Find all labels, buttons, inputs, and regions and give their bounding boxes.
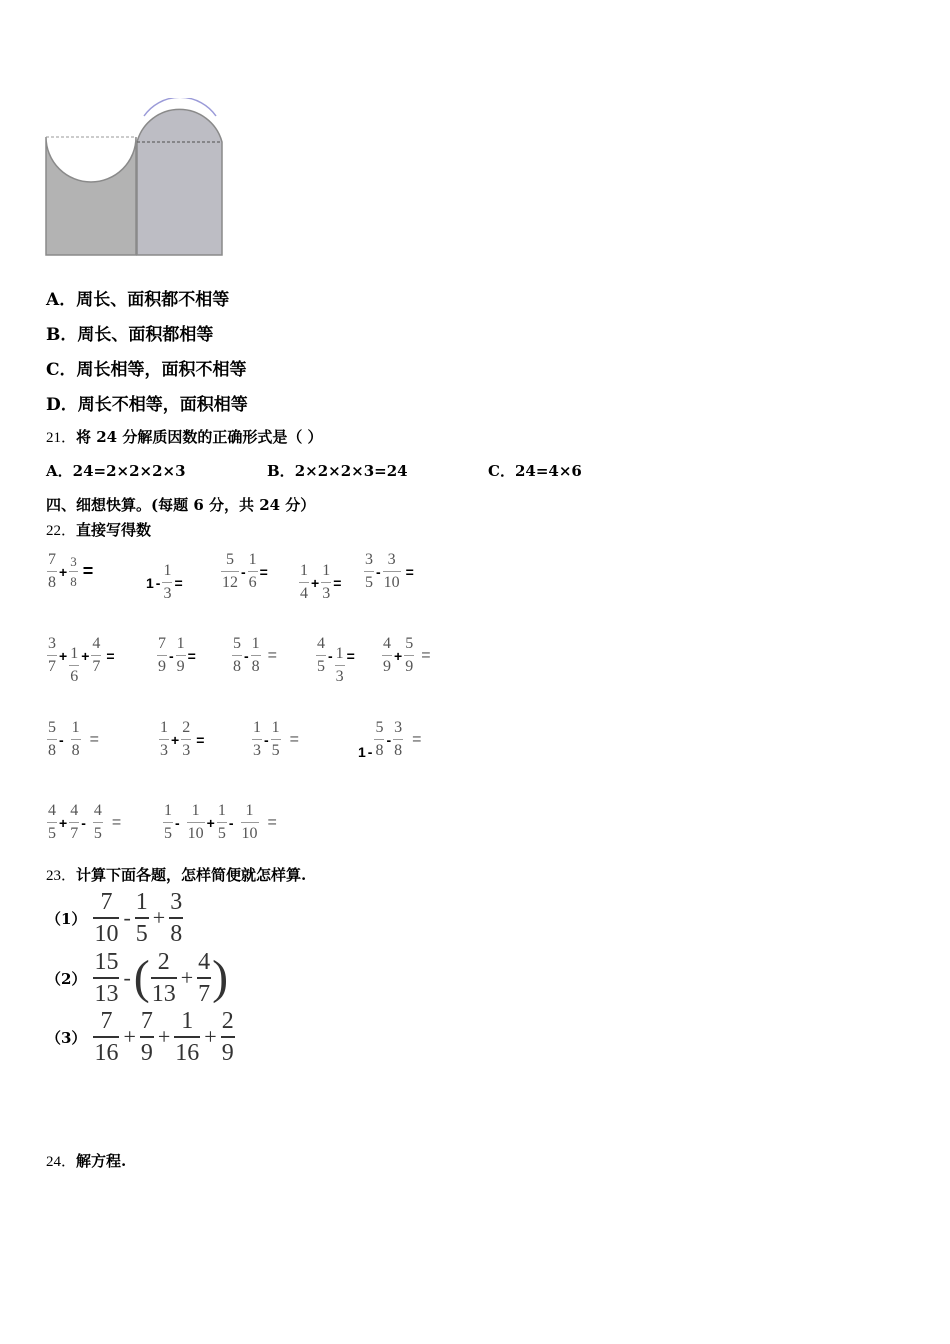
fraction: $\frac{7}{9}$ xyxy=(158,635,166,675)
q22-expr-6: $\frac{3}{7}$ + $\frac{1}{6}$ + $\frac{4}{7}$ = xyxy=(48,635,115,685)
fraction: $\frac{4}{5}$ xyxy=(48,802,56,842)
fraction: $\frac{1}{3}$ xyxy=(335,645,344,685)
q22-expr-2: 1 - $\frac{1}{3}$ = xyxy=(146,562,183,602)
fraction: $\frac{1}{8}$ xyxy=(251,635,260,675)
q22-expr-13: $\frac{1}{3}$ - $\frac{1}{5}$ = xyxy=(253,719,300,759)
q21-option-a: A．24=2×2×2×3 xyxy=(46,462,186,480)
fraction: $\frac{1}{5}$ xyxy=(271,719,280,759)
fraction: $\frac{7}{16}$ xyxy=(94,1008,119,1066)
fraction: $\frac{2}{3}$ xyxy=(182,719,191,759)
q22-expr-14: 1 - $\frac{5}{8}$ - $\frac{3}{8}$ = xyxy=(358,719,422,760)
fraction: $\frac{5}{8}$ xyxy=(375,719,384,759)
fraction: $\frac{7}{9}$ xyxy=(140,1008,153,1066)
q21-option-b: B．2×2×2×3=24 xyxy=(267,462,408,480)
fraction: $\frac{1}{8}$ xyxy=(71,719,80,759)
right-shape-arched-rectangle xyxy=(137,109,222,255)
fraction: $\frac{1}{3}$ xyxy=(163,562,172,602)
q22-expr-4: $\frac{1}{4}$ + $\frac{1}{3}$ = xyxy=(300,562,342,602)
fraction: $\frac{4}{5}$ xyxy=(93,802,102,842)
fraction: $\frac{1}{10}$ xyxy=(241,802,258,842)
fraction: $\frac{4}{5}$ xyxy=(317,635,325,675)
q22-expr-16: $\frac{1}{5}$ - $\frac{1}{10}$ + $\frac{1}{5}$ - $\frac{1}{10}$ = xyxy=(164,802,277,842)
fraction: $\frac{3}{7}$ xyxy=(48,635,56,675)
option-b: B．周长、面积都相等 xyxy=(46,325,214,345)
fraction: $\frac{3}{10}$ xyxy=(383,551,400,591)
fraction: $\frac{5}{9}$ xyxy=(405,635,414,675)
fraction: $\frac{5}{12}$ xyxy=(222,551,238,591)
option-a: A．周长、面积都不相等 xyxy=(46,290,230,310)
fraction: $\frac{4}{7}$ xyxy=(198,949,211,1007)
q22-expr-12: $\frac{1}{3}$ + $\frac{2}{3}$ = xyxy=(160,719,205,759)
fraction: $\frac{2}{13}$ xyxy=(151,949,176,1007)
fraction: $\frac{1}{3}$ xyxy=(322,562,331,602)
fraction: $\frac{1}{4}$ xyxy=(300,562,308,602)
q22-expr-7: $\frac{7}{9}$ - $\frac{1}{9}$ = xyxy=(158,635,196,675)
fraction: $\frac{5}{8}$ xyxy=(48,719,56,759)
fraction: $\frac{1}{6}$ xyxy=(70,645,79,685)
q22-expr-10: $\frac{4}{9}$ + $\frac{5}{9}$ = xyxy=(383,635,431,675)
fraction: $\frac{1}{9}$ xyxy=(176,635,185,675)
question-22: 22．直接写得数 xyxy=(46,521,152,539)
fraction: $\frac{15}{13}$ xyxy=(94,949,119,1007)
question-23: 23．计算下面各题，怎样简便就怎样算. xyxy=(46,866,307,884)
fraction: $\frac{4}{9}$ xyxy=(383,635,391,675)
fraction: $\frac{1}{10}$ xyxy=(187,802,204,842)
fraction: $\frac{4}{7}$ xyxy=(92,635,101,675)
q22-expr-11: $\frac{5}{8}$ - $\frac{1}{8}$ = xyxy=(48,719,100,759)
fraction: $\frac{4}{7}$ xyxy=(70,802,79,842)
question-24: 24．解方程. xyxy=(46,1152,127,1170)
fraction: $\frac{1}{5}$ xyxy=(217,802,226,842)
fraction: $\frac{1}{16}$ xyxy=(175,1008,200,1066)
fraction: $\frac{5}{8}$ xyxy=(233,635,241,675)
q23-item-1: （1） $\frac{7}{10}$ - $\frac{1}{5}$ + $\frac{3}{8}$ xyxy=(46,889,183,947)
fraction: $\frac{1}{6}$ xyxy=(248,551,257,591)
fraction: $\frac{1}{3}$ xyxy=(160,719,168,759)
fraction: $\frac{1}{5}$ xyxy=(135,889,148,947)
left-shape-notched-rectangle xyxy=(46,137,136,255)
q21-option-c: C．24=4×6 xyxy=(488,462,582,480)
option-c: C．周长相等，面积不相等 xyxy=(46,360,247,380)
option-d: D．周长不相等，面积相等 xyxy=(46,395,248,415)
fraction: $\frac{7}{8}$ xyxy=(48,551,56,591)
fraction: $\frac{1}{3}$ xyxy=(253,719,261,759)
q22-expr-5: $\frac{3}{5}$ - $\frac{3}{10}$ = xyxy=(365,551,414,591)
q22-expr-3: $\frac{5}{12}$ - $\frac{1}{6}$ = xyxy=(222,551,268,591)
fraction: $\frac{3}{8}$ xyxy=(70,554,77,589)
q23-item-2: （2） $\frac{15}{13}$ - ( $\frac{2}{13}$ + $\frac{4}{7}$ ) xyxy=(46,949,229,1007)
q23-item-3: （3） $\frac{7}{16}$ + $\frac{7}{9}$ + $\frac{1}{16}$ + $\frac{2}{9}$ xyxy=(46,1008,234,1066)
left-paren: ( xyxy=(133,951,150,1004)
section-4-title: 四、细想快算。(每题 6 分，共 24 分） xyxy=(46,496,316,514)
right-paren: ) xyxy=(212,951,229,1004)
q22-expr-8: $\frac{5}{8}$ - $\frac{1}{8}$ = xyxy=(233,635,278,675)
fraction: $\frac{2}{9}$ xyxy=(221,1008,234,1066)
fraction: $\frac{3}{5}$ xyxy=(365,551,373,591)
question-21: 21．将 24 分解质因数的正确形式是（ ） xyxy=(46,428,323,446)
fraction: $\frac{7}{10}$ xyxy=(94,889,119,947)
fraction: $\frac{1}{5}$ xyxy=(164,802,172,842)
q22-expr-15: $\frac{4}{5}$ + $\frac{4}{7}$ - $\frac{4}{5}$ = xyxy=(48,802,122,842)
shape-figure xyxy=(44,98,226,258)
q22-expr-9: $\frac{4}{5}$ - $\frac{1}{3}$ = xyxy=(317,635,355,685)
fraction: $\frac{3}{8}$ xyxy=(170,889,183,947)
q22-expr-1: $\frac{7}{8}$ + $\frac{3}{8}$ = xyxy=(48,551,94,591)
fraction: $\frac{3}{8}$ xyxy=(394,719,403,759)
